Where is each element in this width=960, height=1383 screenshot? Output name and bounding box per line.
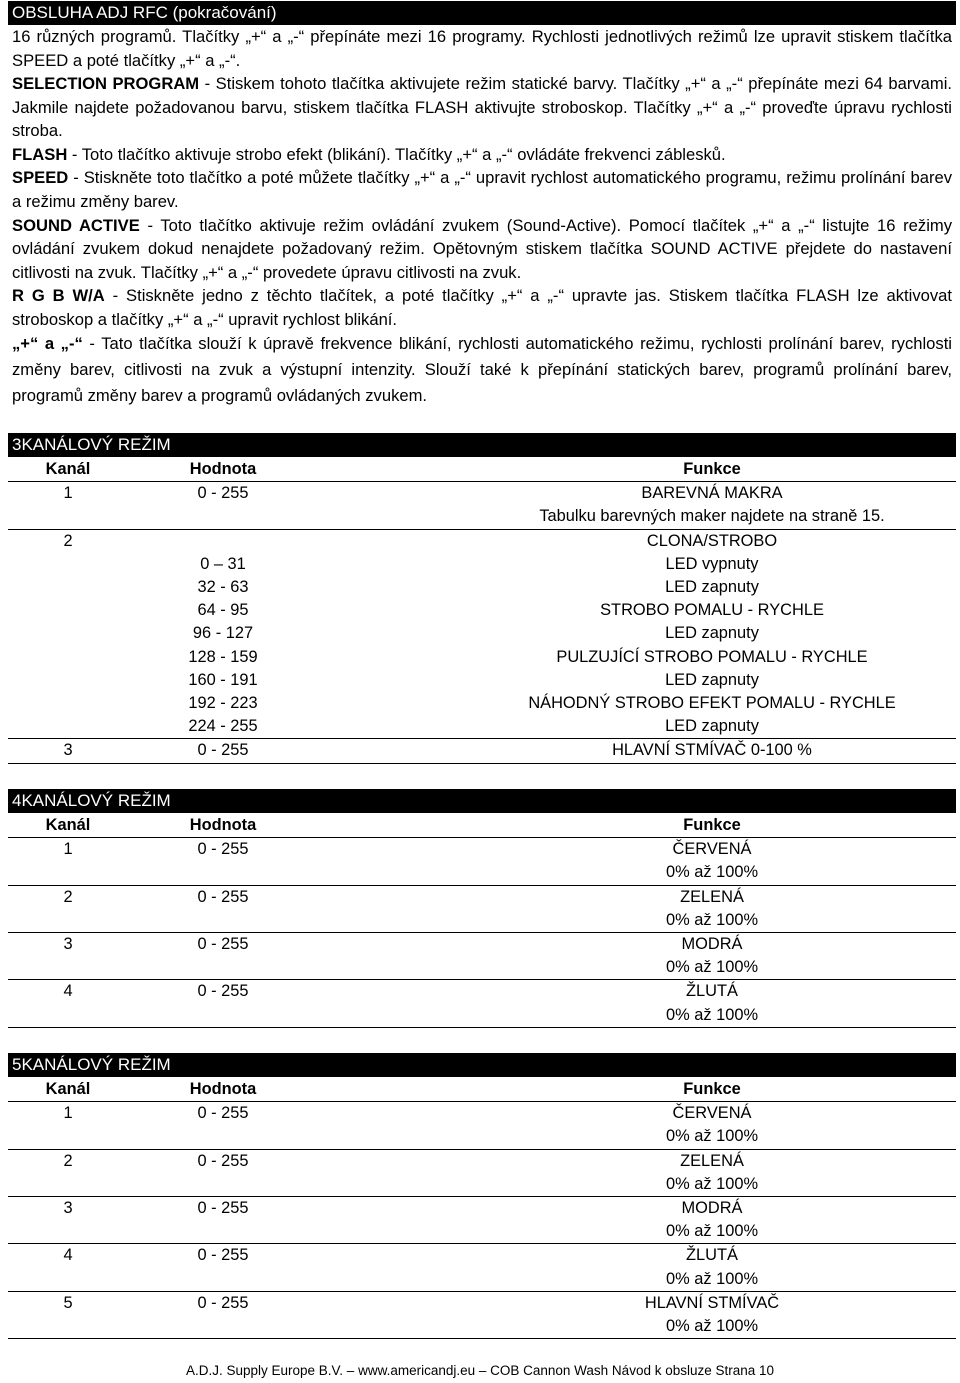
channel-cell <box>8 505 128 529</box>
empty-cell <box>128 1173 318 1197</box>
channel-cell <box>8 692 128 715</box>
function-cell: LED zapnuty <box>665 717 759 736</box>
table-row <box>8 482 956 506</box>
mode3-table <box>8 458 956 764</box>
range-cell: 0% až 100% <box>665 1269 759 1288</box>
table-row-sub <box>8 1173 956 1197</box>
channel-cell: 1 <box>63 1104 73 1123</box>
function-cell: ŽLUTÁ <box>318 1244 956 1268</box>
empty-cell <box>8 956 128 980</box>
paragraph-sound-active: SOUND ACTIVE - Toto tlačítko aktivuje režim ovládání zvukem (Sound-Active). Pomocí tlačítek „+“ a „-“ listujte 16 režimy ovládání zvukem dokud nenajdete požadovaný režim. Opětovným stiskem tlačítka SOUND ACTIVE přejdete do nastavení citlivosti na zvuk. Tlačítky „+“ a „-“ provedete úpravu citlivosti na zvuk. <box>12 215 953 282</box>
function-cell: ČERVENÁ <box>672 1104 752 1123</box>
table-row <box>8 1102 956 1126</box>
table-row-sub <box>8 1125 956 1149</box>
range-cell: 0% až 100% <box>665 1174 759 1193</box>
empty-cell <box>8 1004 128 1028</box>
mode3-rows <box>8 482 956 763</box>
table-row <box>8 529 956 553</box>
empty-cell <box>128 909 318 933</box>
channel-cell <box>8 622 128 645</box>
value-cell: 0 - 255 <box>128 980 318 1004</box>
mode4-rows <box>8 838 956 1028</box>
value-cell: 96 - 127 <box>192 624 254 643</box>
function-cell: ZELENÁ <box>318 1149 956 1173</box>
channel-cell <box>8 646 128 669</box>
paragraph-speed: SPEED - Stiskněte toto tlačítko a poté můžete tlačítky „+“ a „-“ upravit rychlost automatického programu, režimu prolínání barev a režimu změny barev. <box>12 168 952 211</box>
instructions-text <box>12 25 952 408</box>
channel-cell: 1 <box>63 484 73 503</box>
value-cell: 0 - 255 <box>197 840 249 859</box>
value-cell: 160 - 191 <box>188 670 258 689</box>
mode5-title-bar: 5KANÁLOVÝ REŽIM <box>8 1053 956 1077</box>
range-cell: 0% až 100% <box>318 1004 956 1028</box>
col-header-channel: Kanál <box>8 1078 128 1102</box>
table-row <box>8 622 956 645</box>
value-cell: 0 - 255 <box>128 739 318 763</box>
function-cell: LED vypnuty <box>665 554 759 573</box>
table-row <box>8 838 956 862</box>
empty-cell <box>8 861 128 885</box>
function-cell: MODRÁ <box>318 1197 956 1221</box>
channel-cell: 2 <box>8 529 128 553</box>
table-row <box>8 885 956 909</box>
function-cell: HLAVNÍ STMÍVAČ <box>318 1291 956 1315</box>
channel-cell: 3 <box>8 1197 128 1221</box>
function-cell: PULZUJÍCÍ STROBO POMALU - RYCHLE <box>556 647 868 666</box>
empty-cell <box>8 909 128 933</box>
table-row-sub <box>8 956 956 980</box>
value-cell: 0 - 255 <box>128 885 318 909</box>
function-cell: BAREVNÁ MAKRA <box>641 484 783 503</box>
table-row-sub <box>8 861 956 885</box>
table-row <box>8 505 956 529</box>
value-cell: 0 - 255 <box>197 1104 249 1123</box>
value-cell: 0 - 255 <box>128 1244 318 1268</box>
empty-cell <box>8 1315 128 1339</box>
col-header-channel: Kanál <box>8 458 128 482</box>
range-cell: 0% až 100% <box>665 1127 759 1146</box>
value-cell: 32 - 63 <box>197 578 249 597</box>
value-cell: 192 - 223 <box>188 694 258 713</box>
paragraph-flash: FLASH - Toto tlačítko aktivuje strobo efekt (blikání). Tlačítky „+“ a „-“ ovládáte frekvenci záblesků. <box>12 144 726 164</box>
function-cell: NÁHODNÝ STROBO EFEKT POMALU - RYCHLE <box>528 694 896 713</box>
col-header-function: Funkce <box>318 814 956 838</box>
channel-cell <box>8 715 128 739</box>
empty-cell <box>8 1125 128 1149</box>
empty-cell <box>128 861 318 885</box>
value-cell: 0 - 255 <box>128 1149 318 1173</box>
function-cell: LED zapnuty <box>665 578 759 597</box>
value-cell: 0 - 255 <box>128 1197 318 1221</box>
function-cell: ČERVENÁ <box>672 840 752 859</box>
range-cell: 0% až 100% <box>665 910 759 929</box>
table-row <box>8 599 956 622</box>
mode5-table <box>8 1078 956 1339</box>
value-cell <box>128 505 318 529</box>
channel-cell: 2 <box>8 885 128 909</box>
col-header-function: Funkce <box>318 1078 956 1102</box>
table-row <box>8 1197 956 1221</box>
channel-cell <box>8 669 128 692</box>
paragraph-rgbwa: R G B W/A - Stiskněte jedno z těchto tlačítek, a poté tlačítky „+“ a „-“ upravte jas. Stiskem tlačítka FLASH lze aktivovat stroboskop a tlačítky „+“ a „-“ upravit rychlost blikání. <box>12 286 952 329</box>
table-row <box>8 692 956 715</box>
col-header-function: Funkce <box>318 458 956 482</box>
table-row <box>8 933 956 957</box>
table-row <box>8 715 956 739</box>
table-row <box>8 1244 956 1268</box>
function-cell: ŽLUTÁ <box>318 980 956 1004</box>
page-footer: A.D.J. Supply Europe B.V. – www.americandj.eu – COB Cannon Wash Návod k obsluze Strana 10 <box>185 1363 775 1378</box>
empty-cell <box>8 1268 128 1292</box>
value-cell: 224 - 255 <box>188 717 258 736</box>
channel-cell: 4 <box>8 980 128 1004</box>
empty-cell <box>128 1125 318 1149</box>
mode5-rows <box>8 1102 956 1339</box>
table-row <box>8 669 956 692</box>
col-header-value: Hodnota <box>128 458 318 482</box>
function-cell: LED zapnuty <box>665 624 759 643</box>
table-row-sub <box>8 1220 956 1244</box>
value-cell: 128 - 159 <box>188 647 258 666</box>
empty-cell <box>128 956 318 980</box>
table-row <box>8 553 956 576</box>
value-cell <box>128 529 318 553</box>
empty-cell <box>128 1220 318 1244</box>
function-cell: Tabulku barevných maker najdete na straně 15. <box>539 507 885 526</box>
value-cell: 64 - 95 <box>197 601 249 620</box>
col-header-value: Hodnota <box>128 1078 318 1102</box>
table-row <box>8 980 956 1004</box>
value-cell: 0 - 255 <box>128 1291 318 1315</box>
col-header-value: Hodnota <box>128 814 318 838</box>
range-cell: 0% až 100% <box>665 958 759 977</box>
function-cell: HLAVNÍ STMÍVAČ 0-100 % <box>318 739 956 763</box>
function-cell: CLONA/STROBO <box>318 529 956 553</box>
channel-cell: 2 <box>8 1149 128 1173</box>
channel-cell: 1 <box>63 840 73 859</box>
channel-cell: 4 <box>8 1244 128 1268</box>
mode4-table <box>8 814 956 1028</box>
table-row-sub <box>8 1315 956 1339</box>
function-cell: STROBO POMALU - RYCHLE <box>600 601 824 620</box>
section-header-bar: OBSLUHA ADJ RFC (pokračování) <box>8 1 956 25</box>
empty-cell <box>128 1315 318 1339</box>
channel-cell <box>8 576 128 599</box>
channel-cell <box>8 599 128 622</box>
table-row-sub <box>8 1268 956 1292</box>
function-cell: LED zapnuty <box>665 670 759 689</box>
paragraph-plus-minus: „+“ a „-“ - Tato tlačítka slouží k úpravě frekvence blikání, rychlosti automatického režimu, rychlosti prolínání barev, rychlosti změny barev, citlivosti na zvuk a výstupní intenzity. Slouží také k přepínání statických barev, programů prolínání barev, programů změny barev a programů ovládaných zvukem. <box>12 334 952 405</box>
channel-cell: 5 <box>8 1291 128 1315</box>
range-cell: 0% až 100% <box>665 1222 759 1241</box>
value-cell: 0 – 31 <box>200 554 246 573</box>
empty-cell <box>128 1268 318 1292</box>
range-cell: 0% až 100% <box>665 863 759 882</box>
empty-cell <box>128 1004 318 1028</box>
channel-cell: 3 <box>8 933 128 957</box>
table-row <box>8 646 956 669</box>
table-row <box>8 1291 956 1315</box>
value-cell: 0 - 255 <box>197 484 249 503</box>
table-row <box>8 1149 956 1173</box>
table-row-sub <box>8 1004 956 1028</box>
function-cell: MODRÁ <box>318 933 956 957</box>
empty-cell <box>8 1220 128 1244</box>
value-cell: 0 - 255 <box>128 933 318 957</box>
function-cell: ZELENÁ <box>318 885 956 909</box>
channel-cell: 3 <box>8 739 128 763</box>
col-header-channel: Kanál <box>8 814 128 838</box>
empty-cell <box>8 1173 128 1197</box>
channel-cell <box>8 553 128 576</box>
paragraph-selection-program: SELECTION PROGRAM - Stiskem tohoto tlačítka aktivujete režim statické barvy. Tlačítky „+“ a „-“ přepínáte mezi 64 barvami. Jakmile najdete požadovanou barvu, stiskem tlačítka FLASH aktivujte stroboskop. Tlačítky „+“ a „-“ proveďte úpravu rychlosti stroba. <box>12 74 952 141</box>
table-row-sub <box>8 909 956 933</box>
mode3-title-bar: 3KANÁLOVÝ REŽIM <box>8 433 956 457</box>
table-row <box>8 576 956 599</box>
mode4-title-bar: 4KANÁLOVÝ REŽIM <box>8 789 956 813</box>
table-row <box>8 739 956 763</box>
paragraph: 16 různých programů. Tlačítky „+“ a „-“ přepínáte mezi 16 programy. Rychlosti jednotlivých režimů lze upravit stiskem tlačítka SPEED a poté tlačítky „+“ a „-“. <box>12 27 952 70</box>
range-cell: 0% až 100% <box>318 1315 956 1339</box>
